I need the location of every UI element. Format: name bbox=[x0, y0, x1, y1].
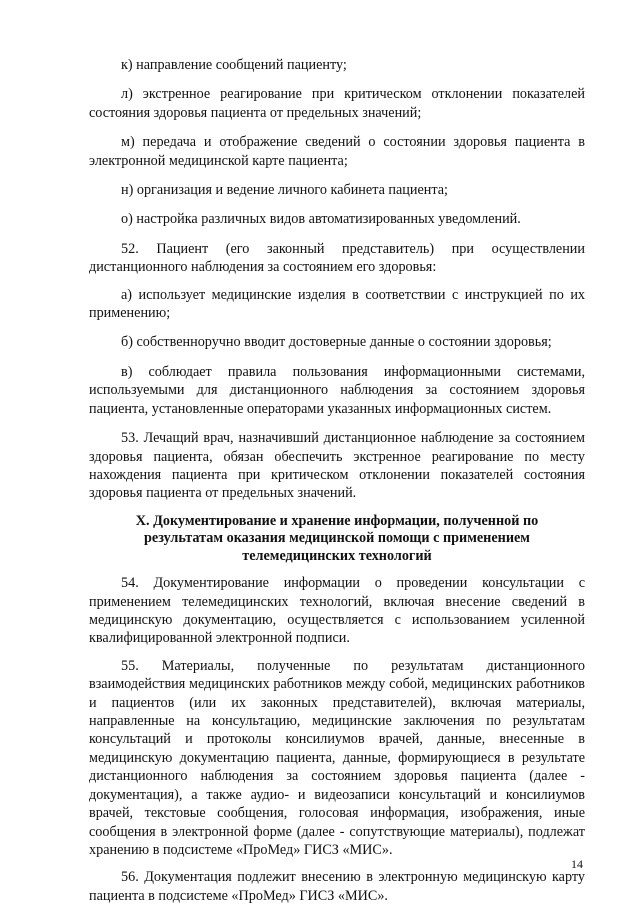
list-item-52-v: в) соблюдает правила пользования информационными системами, используемыми для дистанционного наблюдения за состоянием здоровья пациента, установленные операторами указанных информационных систем. bbox=[89, 363, 585, 417]
section-heading-line-3: телемедицинских технологий bbox=[242, 547, 432, 564]
list-item-m: м) передача и отображение сведений о состоянии здоровья пациента в электронной медицинской карте пациента; bbox=[89, 134, 585, 169]
document-body bbox=[89, 56, 585, 914]
section-heading bbox=[89, 513, 585, 566]
list-item-l: л) экстренное реагирование при критическом отклонении показателей состояния здоровья пациента от предельных значений; bbox=[89, 86, 585, 121]
paragraph-55: 55. Материалы, полученные по результатам дистанционного взаимодействия медицинских работников между собой, медицинских работников и пациентов (или их законных представителей), включая материалы, направленные на консультацию, медицинские заключения по результатам консультаций и протоколы консилиумов врачей, данные, внесенные в медицинскую документацию пациента, данные, формирующиеся в результате дистанционного наблюдения за состоянием здоровья пациента (далее - документация), а также аудио- и видеозаписи консультаций и консилиумов врачей, текстовые сообщения, голосовая информация, изображения, иные сообщения в электронной форме (далее - сопутствующие материалы), подлежат хранению в подсистеме «ПроМед» ГИСЗ «МИС». bbox=[89, 657, 585, 858]
list-item-52-a: а) использует медицинские изделия в соответствии с инструкцией по их применению; bbox=[89, 286, 585, 322]
page-number: 14 bbox=[571, 857, 583, 871]
section-heading-line-1: X. Документирование и хранение информации, полученной по bbox=[135, 512, 539, 529]
paragraph-52: 52. Пациент (его законный представитель) при осуществлении дистанционного наблюдения за состоянием его здоровья: bbox=[89, 240, 585, 276]
list-item-n: н) организация и ведение личного кабинета пациента; bbox=[121, 182, 448, 199]
list-item-o: о) настройка различных видов автоматизированных уведомлений. bbox=[121, 211, 521, 228]
paragraph-56: 56. Документация подлежит внесению в электронную медицинскую карту пациента в подсистеме «ПроМед» ГИСЗ «МИС». bbox=[89, 869, 585, 904]
paragraph-53: 53. Лечащий врач, назначивший дистанционное наблюдение за состоянием здоровья пациента, обязан обеспечить экстренное реагирование по месту нахождения пациента при критическом отклонении показателей состояния здоровья пациента от предельных значений. bbox=[89, 430, 585, 502]
section-heading-line-2: результатам оказания медицинской помощи с применением bbox=[144, 530, 530, 547]
paragraph-54: 54. Документирование информации о проведении консультации с применением телемедицинских технологий, включая внесение сведений в медицинскую документацию, осуществляется с использованием усиленной квалифицированной электронной подписи. bbox=[89, 575, 585, 647]
list-item-k: к) направление сообщений пациенту; bbox=[121, 57, 347, 73]
list-item-52-b: б) собственноручно вводит достоверные данные о состоянии здоровья; bbox=[121, 334, 552, 351]
